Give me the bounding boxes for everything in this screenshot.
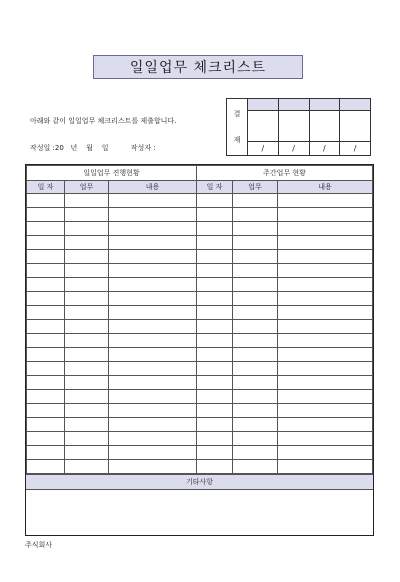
table-cell[interactable] bbox=[197, 348, 233, 362]
table-cell[interactable] bbox=[27, 348, 65, 362]
table-cell[interactable] bbox=[233, 376, 278, 390]
table-cell[interactable] bbox=[65, 306, 109, 320]
written-info-line: 작성일 :20 년 월 일 작성자 : bbox=[30, 144, 156, 152]
table-row bbox=[27, 460, 373, 474]
col-task: 업무 bbox=[65, 181, 109, 194]
table-cell[interactable] bbox=[27, 292, 65, 306]
table-cell[interactable] bbox=[233, 236, 278, 250]
approval-box bbox=[226, 98, 371, 156]
table-cell[interactable] bbox=[233, 390, 278, 404]
table-cell[interactable] bbox=[27, 362, 65, 376]
table-row bbox=[27, 348, 373, 362]
table-cell[interactable] bbox=[65, 264, 109, 278]
table-cell[interactable] bbox=[65, 320, 109, 334]
table-row bbox=[27, 208, 373, 222]
approval-cell bbox=[248, 99, 279, 155]
table-cell[interactable] bbox=[233, 208, 278, 222]
col-task: 업무 bbox=[233, 181, 278, 194]
checklist-table bbox=[26, 165, 373, 474]
table-cell[interactable] bbox=[278, 208, 373, 222]
table-cell[interactable] bbox=[197, 460, 233, 474]
table-cell[interactable] bbox=[65, 278, 109, 292]
approval-date: / bbox=[292, 144, 295, 153]
col-content: 내용 bbox=[278, 181, 373, 194]
right-section-header: 주간업무 현황 bbox=[197, 166, 373, 181]
table-cell[interactable] bbox=[197, 264, 233, 278]
checklist-table-frame bbox=[25, 164, 374, 536]
table-cell[interactable] bbox=[65, 446, 109, 460]
table-cell[interactable] bbox=[27, 278, 65, 292]
left-section-header: 일일업무 진행현황 bbox=[27, 166, 197, 181]
table-cell[interactable] bbox=[65, 460, 109, 474]
table-cell[interactable] bbox=[109, 334, 197, 348]
table-row bbox=[27, 278, 373, 292]
table-cell[interactable] bbox=[27, 446, 65, 460]
table-cell[interactable] bbox=[109, 222, 197, 236]
table-row bbox=[27, 404, 373, 418]
etc-section-header: 기타사항 bbox=[26, 474, 373, 490]
col-date: 일 자 bbox=[197, 181, 233, 194]
table-cell[interactable] bbox=[65, 222, 109, 236]
table-cell[interactable] bbox=[109, 432, 197, 446]
table-cell[interactable] bbox=[109, 194, 197, 208]
table-row bbox=[27, 376, 373, 390]
table-cell[interactable] bbox=[109, 278, 197, 292]
table-cell[interactable] bbox=[197, 334, 233, 348]
table-cell[interactable] bbox=[109, 208, 197, 222]
table-cell[interactable] bbox=[278, 348, 373, 362]
table-cell[interactable] bbox=[27, 460, 65, 474]
intro-text: 아래와 같이 일일업무 체크리스트를 제출합니다. bbox=[30, 117, 177, 125]
table-cell[interactable] bbox=[109, 460, 197, 474]
table-cell[interactable] bbox=[197, 432, 233, 446]
table-cell[interactable] bbox=[197, 278, 233, 292]
table-cell[interactable] bbox=[27, 250, 65, 264]
table-cell[interactable] bbox=[233, 404, 278, 418]
table-cell[interactable] bbox=[197, 446, 233, 460]
table-cell[interactable] bbox=[109, 390, 197, 404]
table-cell[interactable] bbox=[233, 446, 278, 460]
table-cell[interactable] bbox=[278, 404, 373, 418]
table-cell[interactable] bbox=[197, 320, 233, 334]
table-row bbox=[27, 236, 373, 250]
table-cell[interactable] bbox=[278, 418, 373, 432]
signature-area[interactable] bbox=[310, 111, 340, 142]
table-cell[interactable] bbox=[233, 292, 278, 306]
etc-content-area[interactable] bbox=[26, 490, 373, 562]
table-cell[interactable] bbox=[27, 208, 65, 222]
signature-area[interactable] bbox=[340, 111, 370, 142]
table-cell[interactable] bbox=[65, 208, 109, 222]
table-cell[interactable] bbox=[278, 446, 373, 460]
table-cell[interactable] bbox=[27, 404, 65, 418]
table-cell[interactable] bbox=[197, 236, 233, 250]
table-cell[interactable] bbox=[109, 320, 197, 334]
table-cell[interactable] bbox=[233, 432, 278, 446]
table-cell[interactable] bbox=[197, 362, 233, 376]
table-row bbox=[27, 334, 373, 348]
table-cell[interactable] bbox=[233, 194, 278, 208]
table-cell[interactable] bbox=[233, 348, 278, 362]
table-cell[interactable] bbox=[233, 222, 278, 236]
table-cell[interactable] bbox=[65, 418, 109, 432]
table-cell[interactable] bbox=[197, 292, 233, 306]
table-cell[interactable] bbox=[27, 194, 65, 208]
table-cell[interactable] bbox=[197, 404, 233, 418]
table-cell[interactable] bbox=[278, 320, 373, 334]
table-cell[interactable] bbox=[109, 362, 197, 376]
table-cell[interactable] bbox=[278, 250, 373, 264]
table-cell[interactable] bbox=[278, 432, 373, 446]
table-cell[interactable] bbox=[27, 264, 65, 278]
table-cell[interactable] bbox=[65, 194, 109, 208]
table-cell[interactable] bbox=[233, 264, 278, 278]
table-cell[interactable] bbox=[27, 390, 65, 404]
table-row bbox=[27, 418, 373, 432]
approval-label-top: 결 bbox=[233, 110, 241, 118]
table-row bbox=[27, 194, 373, 208]
approval-date: / bbox=[353, 144, 357, 153]
table-cell[interactable] bbox=[197, 390, 233, 404]
approval-date: / bbox=[323, 144, 326, 153]
table-row bbox=[27, 292, 373, 306]
signature-area[interactable] bbox=[279, 111, 309, 142]
table-cell[interactable] bbox=[109, 250, 197, 264]
table-cell[interactable] bbox=[197, 250, 233, 264]
table-cell[interactable] bbox=[109, 376, 197, 390]
table-cell[interactable] bbox=[109, 264, 197, 278]
table-row bbox=[27, 222, 373, 236]
table-cell[interactable] bbox=[109, 292, 197, 306]
table-cell[interactable] bbox=[65, 250, 109, 264]
table-cell[interactable] bbox=[197, 194, 233, 208]
col-date: 일 자 bbox=[27, 181, 65, 194]
table-cell[interactable] bbox=[278, 306, 373, 320]
table-cell[interactable] bbox=[27, 222, 65, 236]
approval-cell bbox=[310, 99, 341, 155]
table-cell[interactable] bbox=[278, 334, 373, 348]
approval-date: / bbox=[261, 144, 265, 153]
approval-label-bottom: 재 bbox=[233, 136, 241, 144]
table-cell[interactable] bbox=[109, 306, 197, 320]
table-cell[interactable] bbox=[278, 362, 373, 376]
table-row bbox=[27, 432, 373, 446]
table-cell[interactable] bbox=[65, 376, 109, 390]
table-cell[interactable] bbox=[197, 208, 233, 222]
table-row bbox=[27, 306, 373, 320]
table-cell[interactable] bbox=[27, 432, 65, 446]
table-cell[interactable] bbox=[197, 222, 233, 236]
table-row bbox=[27, 250, 373, 264]
table-row bbox=[27, 264, 373, 278]
table-cell[interactable] bbox=[65, 348, 109, 362]
table-cell[interactable] bbox=[65, 432, 109, 446]
table-cell[interactable] bbox=[278, 376, 373, 390]
table-cell[interactable] bbox=[278, 460, 373, 474]
table-cell[interactable] bbox=[27, 376, 65, 390]
table-cell[interactable] bbox=[233, 320, 278, 334]
table-cell[interactable] bbox=[197, 376, 233, 390]
table-cell[interactable] bbox=[109, 348, 197, 362]
table-cell[interactable] bbox=[65, 236, 109, 250]
table-cell[interactable] bbox=[233, 418, 278, 432]
table-cell[interactable] bbox=[197, 418, 233, 432]
table-cell[interactable] bbox=[233, 250, 278, 264]
table-cell[interactable] bbox=[109, 236, 197, 250]
table-cell[interactable] bbox=[233, 460, 278, 474]
table-cell[interactable] bbox=[278, 264, 373, 278]
table-cell[interactable] bbox=[27, 306, 65, 320]
approval-cell bbox=[340, 99, 370, 155]
table-cell[interactable] bbox=[233, 334, 278, 348]
document-title: 일일업무 체크리스트 bbox=[93, 55, 303, 79]
table-cell[interactable] bbox=[65, 334, 109, 348]
table-cell[interactable] bbox=[65, 404, 109, 418]
table-cell[interactable] bbox=[27, 236, 65, 250]
table-row bbox=[27, 362, 373, 376]
table-cell[interactable] bbox=[233, 278, 278, 292]
table-cell[interactable] bbox=[65, 362, 109, 376]
table-cell[interactable] bbox=[197, 306, 233, 320]
table-cell[interactable] bbox=[233, 306, 278, 320]
table-cell[interactable] bbox=[278, 222, 373, 236]
table-cell[interactable] bbox=[27, 418, 65, 432]
table-cell[interactable] bbox=[65, 390, 109, 404]
table-cell[interactable] bbox=[278, 236, 373, 250]
signature-area[interactable] bbox=[248, 111, 278, 142]
table-row bbox=[27, 446, 373, 460]
table-cell[interactable] bbox=[233, 362, 278, 376]
approval-label bbox=[227, 99, 248, 155]
table-cell[interactable] bbox=[278, 278, 373, 292]
table-cell[interactable] bbox=[278, 292, 373, 306]
table-body bbox=[27, 194, 373, 474]
table-cell[interactable] bbox=[65, 292, 109, 306]
col-content: 내용 bbox=[109, 181, 197, 194]
table-cell[interactable] bbox=[27, 334, 65, 348]
approval-cell bbox=[279, 99, 310, 155]
table-cell[interactable] bbox=[109, 446, 197, 460]
table-cell[interactable] bbox=[109, 404, 197, 418]
table-row bbox=[27, 320, 373, 334]
table-row bbox=[27, 390, 373, 404]
table-cell[interactable] bbox=[109, 418, 197, 432]
table-cell[interactable] bbox=[278, 390, 373, 404]
table-cell[interactable] bbox=[27, 320, 65, 334]
table-cell[interactable] bbox=[278, 194, 373, 208]
company-name: 주식회사 bbox=[25, 541, 53, 549]
